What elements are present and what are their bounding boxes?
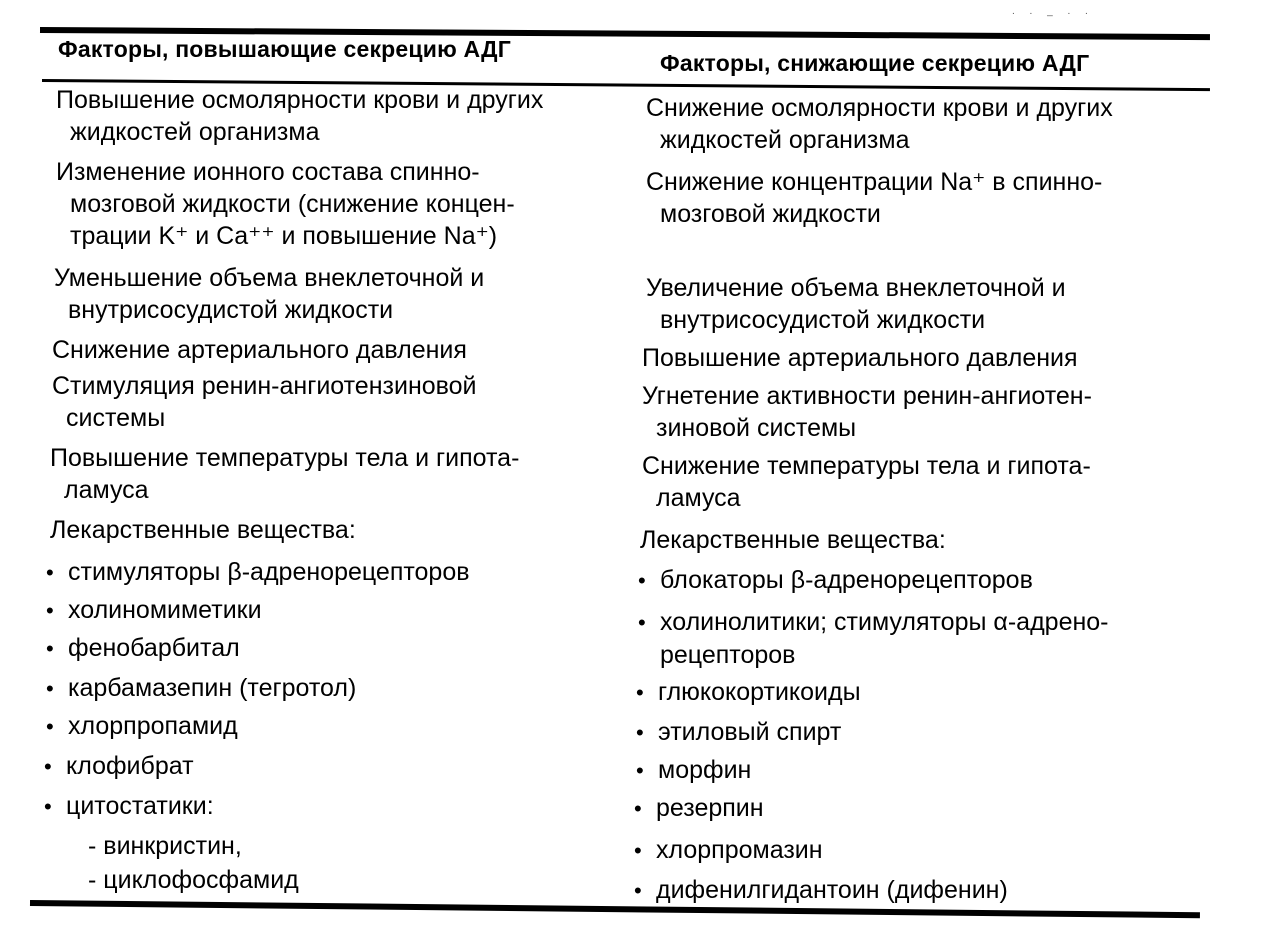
- left-row-line: Лекарственные вещества:: [50, 516, 356, 544]
- right-row-line: • этиловый спирт: [636, 716, 841, 749]
- right-row-line: • резерпин: [634, 792, 764, 825]
- right-row-line: Повышение артериального давления: [642, 344, 1078, 372]
- right-row: [638, 564, 1033, 597]
- left-row-line: • фенобарбитал: [46, 632, 240, 665]
- left-row-line: Снижение артериального давления: [52, 336, 467, 364]
- right-row-line: Увеличение объема внеклеточной и: [646, 274, 1066, 302]
- right-row: [646, 166, 1102, 230]
- left-row: [44, 864, 299, 896]
- right-row: [636, 754, 751, 787]
- left-row-line: Повышение осмолярности крови и других: [56, 86, 544, 114]
- left-row: [44, 830, 242, 862]
- scan-noise: . . _ . .: [1012, 6, 1094, 17]
- left-row-line: • стимуляторы β-адренорецепторов: [46, 556, 470, 589]
- right-row-line: • глюкокортикоиды: [636, 676, 861, 709]
- right-row: [634, 792, 764, 825]
- right-row-line: жидкостей организма: [660, 126, 910, 154]
- left-row: [52, 370, 477, 434]
- left-row: [44, 790, 214, 823]
- right-row-line: • хлорпромазин: [634, 834, 823, 867]
- left-row-line: внутрисосудистой жидкости: [68, 296, 394, 324]
- left-row: [50, 442, 519, 506]
- right-row: [642, 342, 1078, 374]
- right-row: [636, 716, 841, 749]
- right-row-line: Снижение осмолярности крови и других: [646, 94, 1113, 122]
- right-row: [638, 606, 1109, 671]
- right-row-line: Снижение температуры тела и гипота-: [642, 452, 1091, 480]
- left-row: [56, 156, 515, 252]
- left-row-line: Повышение температуры тела и гипота-: [50, 444, 520, 472]
- right-row-line: • блокаторы β-адренорецепторов: [638, 564, 1033, 597]
- left-row: [56, 84, 543, 148]
- right-row: [640, 524, 946, 556]
- left-row: [46, 594, 262, 627]
- right-row: [642, 450, 1091, 514]
- left-row: [44, 750, 194, 783]
- right-row-line: внутрисосудистой жидкости: [660, 306, 986, 334]
- left-row-line: Уменьшение объема внеклеточной и: [54, 264, 485, 292]
- right-row-line: ламуса: [656, 484, 741, 512]
- left-row-line: • хлорпропамид: [46, 710, 238, 743]
- left-row-line: Изменение ионного состава спинно-: [56, 158, 480, 186]
- right-row: [646, 272, 1066, 336]
- left-row-line: трации K⁺ и Ca⁺⁺ и повышение Na⁺): [70, 222, 498, 250]
- right-row-line: Снижение концентрации Na⁺ в спинно-: [646, 168, 1103, 196]
- right-row: [634, 834, 823, 867]
- right-row: [636, 676, 861, 709]
- right-row-line: рецепторов: [660, 641, 796, 669]
- left-row-line: мозговой жидкости (снижение концен-: [70, 190, 515, 218]
- right-row-line: Угнетение активности ренин-ангиотен-: [642, 382, 1092, 410]
- left-row: [46, 632, 240, 665]
- right-row: [646, 92, 1113, 156]
- left-row: [46, 710, 238, 743]
- left-row-line: - винкристин,: [88, 830, 242, 862]
- left-row-line: ламуса: [64, 476, 149, 504]
- left-row: [46, 556, 470, 589]
- left-row-line: системы: [66, 404, 166, 432]
- right-row-line: мозговой жидкости: [660, 200, 881, 228]
- left-row-line: - циклофосфамид: [88, 864, 299, 896]
- left-row-line: • холиномиметики: [46, 594, 262, 627]
- left-row-line: Стимуляция ренин-ангиотензиновой: [52, 372, 477, 400]
- right-row-line: • холинолитики; стимуляторы α-адрено-: [638, 606, 1109, 639]
- right-row: [642, 380, 1092, 444]
- left-row-line: жидкостей организма: [70, 118, 320, 146]
- table-bottom-rule: [30, 900, 1200, 918]
- right-column-header: Факторы, снижающие секрецию АДГ: [660, 50, 1090, 76]
- left-row: [50, 514, 356, 546]
- right-row-line: • морфин: [636, 754, 751, 787]
- right-row-line: зиновой системы: [656, 414, 857, 442]
- left-row: [52, 334, 467, 366]
- left-row: [46, 672, 356, 705]
- left-row-line: • клофибрат: [44, 750, 194, 783]
- left-column-header: Факторы, повышающие секрецию АДГ: [58, 36, 512, 62]
- right-row-line: • дифенилгидантоин (дифенин): [634, 874, 1008, 907]
- left-row-line: • цитостатики:: [44, 790, 214, 823]
- left-row-line: • карбамазепин (тегротол): [46, 672, 356, 705]
- right-row-line: Лекарственные вещества:: [640, 526, 946, 554]
- right-row: [634, 874, 1008, 907]
- left-row: [54, 262, 484, 326]
